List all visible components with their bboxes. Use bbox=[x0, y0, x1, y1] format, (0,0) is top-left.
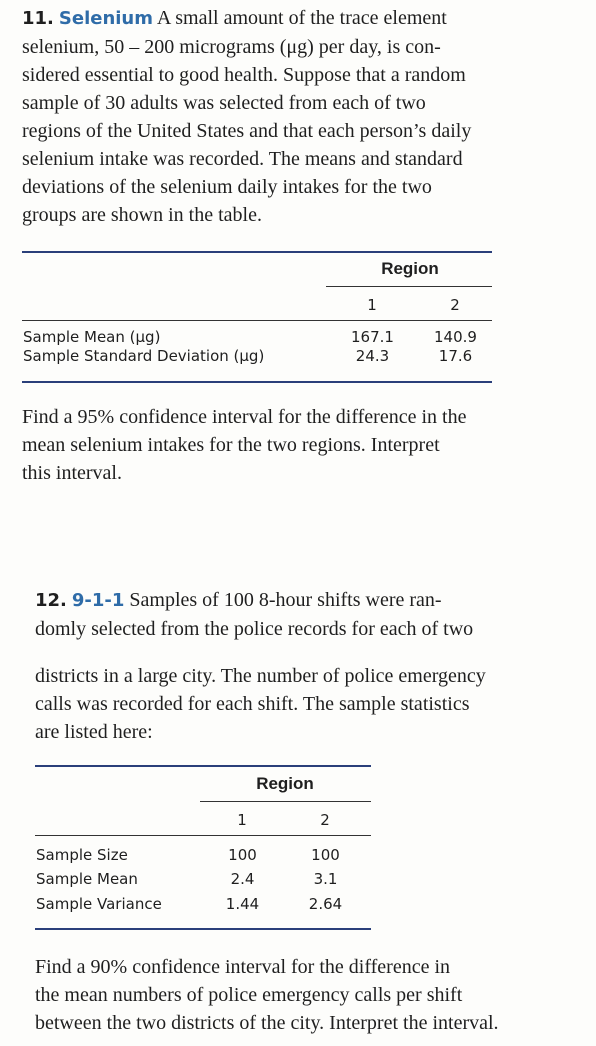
table-11-body-rule bbox=[22, 320, 492, 321]
problem-12-number: 12. bbox=[35, 590, 67, 611]
table-11-bottom-rule bbox=[22, 381, 492, 383]
problem-11-line-1: 11. Selenium A small amount of the trace element bbox=[22, 7, 447, 29]
problem-12-line-1: 12. 9-1-1 Samples of 100 8-hour shifts were ran- bbox=[35, 589, 442, 611]
problem-12-line-5: are listed here: bbox=[35, 721, 153, 743]
problem-12-line-2: domly selected from the police records for each of two bbox=[35, 618, 474, 640]
table-12-row-1-val-2: 100 bbox=[311, 846, 340, 864]
problem-11-line-5: regions of the United States and that each person’s daily bbox=[22, 120, 472, 142]
table-11-row-1-label: Sample Mean (μg) bbox=[23, 328, 161, 346]
problem-12-line-3: districts in a large city. The number of police emergency bbox=[35, 665, 486, 687]
table-11-row-2-val-1: 24.3 bbox=[355, 347, 390, 365]
problem-11-title: Selenium bbox=[58, 8, 153, 29]
table-12-top-rule bbox=[35, 765, 371, 767]
problem-12-title: 9-1-1 bbox=[71, 590, 125, 611]
table-12-row-3-val-2: 2.64 bbox=[308, 895, 343, 913]
table-12-region-header: Region bbox=[256, 774, 314, 793]
table-12-row-3-label: Sample Variance bbox=[36, 895, 162, 913]
problem-11-line-8: groups are shown in the table. bbox=[22, 204, 262, 226]
table-11-row-1-val-2: 140.9 bbox=[434, 328, 477, 346]
problem-11-question-line-2: mean selenium intakes for the two regions. Interpret bbox=[22, 434, 440, 456]
problem-11-text bbox=[22, 4, 471, 229]
table-12-bottom-rule bbox=[35, 928, 371, 930]
problem-11-line-2: selenium, 50 – 200 micrograms (μg) per day, is con- bbox=[22, 36, 441, 58]
table-12-row-2-val-1: 2.4 bbox=[230, 870, 255, 888]
table-12-row-1-val-1: 100 bbox=[228, 846, 257, 864]
problem-12-text-b bbox=[35, 662, 486, 746]
problem-11-line-3: sidered essential to good health. Suppose that a random bbox=[22, 64, 466, 86]
table-12-body-rule bbox=[35, 835, 371, 836]
problem-11-question-line-3: this interval. bbox=[22, 462, 122, 484]
table-12-header-rule bbox=[200, 801, 371, 802]
table-11-row-1-val-1: 167.1 bbox=[351, 328, 394, 346]
problem-11-question bbox=[22, 403, 466, 487]
problem-11-number: 11. bbox=[22, 8, 54, 29]
problem-12-question-line-2: the mean numbers of police emergency calls per shift bbox=[35, 984, 463, 1006]
table-11-col-1: 1 bbox=[367, 296, 377, 314]
problem-12-line-4: calls was recorded for each shift. The sample statistics bbox=[35, 693, 470, 715]
problem-11-line-4: sample of 30 adults was selected from each of two bbox=[22, 92, 426, 114]
table-12-row-1-label: Sample Size bbox=[36, 846, 128, 864]
table-12-row-3-val-1: 1.44 bbox=[225, 895, 260, 913]
table-12-col-2: 2 bbox=[320, 811, 330, 829]
problem-11-line-6: selenium intake was recorded. The means and standard bbox=[22, 148, 463, 170]
problem-12-text-a bbox=[35, 586, 473, 643]
problem-11-question-line-1: Find a 95% confidence interval for the difference in the bbox=[22, 406, 467, 428]
problem-12-question bbox=[35, 953, 499, 1037]
problem-11-line-7: deviations of the selenium daily intakes for the two bbox=[22, 176, 432, 198]
table-12-row-2-val-2: 3.1 bbox=[313, 870, 338, 888]
table-11-header-rule bbox=[326, 286, 492, 287]
problem-12-question-line-3: between the two districts of the city. Interpret the interval. bbox=[35, 1012, 499, 1034]
table-11-row-2-label: Sample Standard Deviation (μg) bbox=[23, 347, 265, 365]
table-11-top-rule bbox=[22, 251, 492, 253]
problem-12-question-line-1: Find a 90% confidence interval for the difference in bbox=[35, 956, 451, 978]
table-11-region-header: Region bbox=[381, 259, 439, 278]
table-11-col-2: 2 bbox=[450, 296, 460, 314]
table-11-row-2-val-2: 17.6 bbox=[438, 347, 473, 365]
table-12-col-1: 1 bbox=[237, 811, 247, 829]
table-12-row-2-label: Sample Mean bbox=[36, 870, 138, 888]
